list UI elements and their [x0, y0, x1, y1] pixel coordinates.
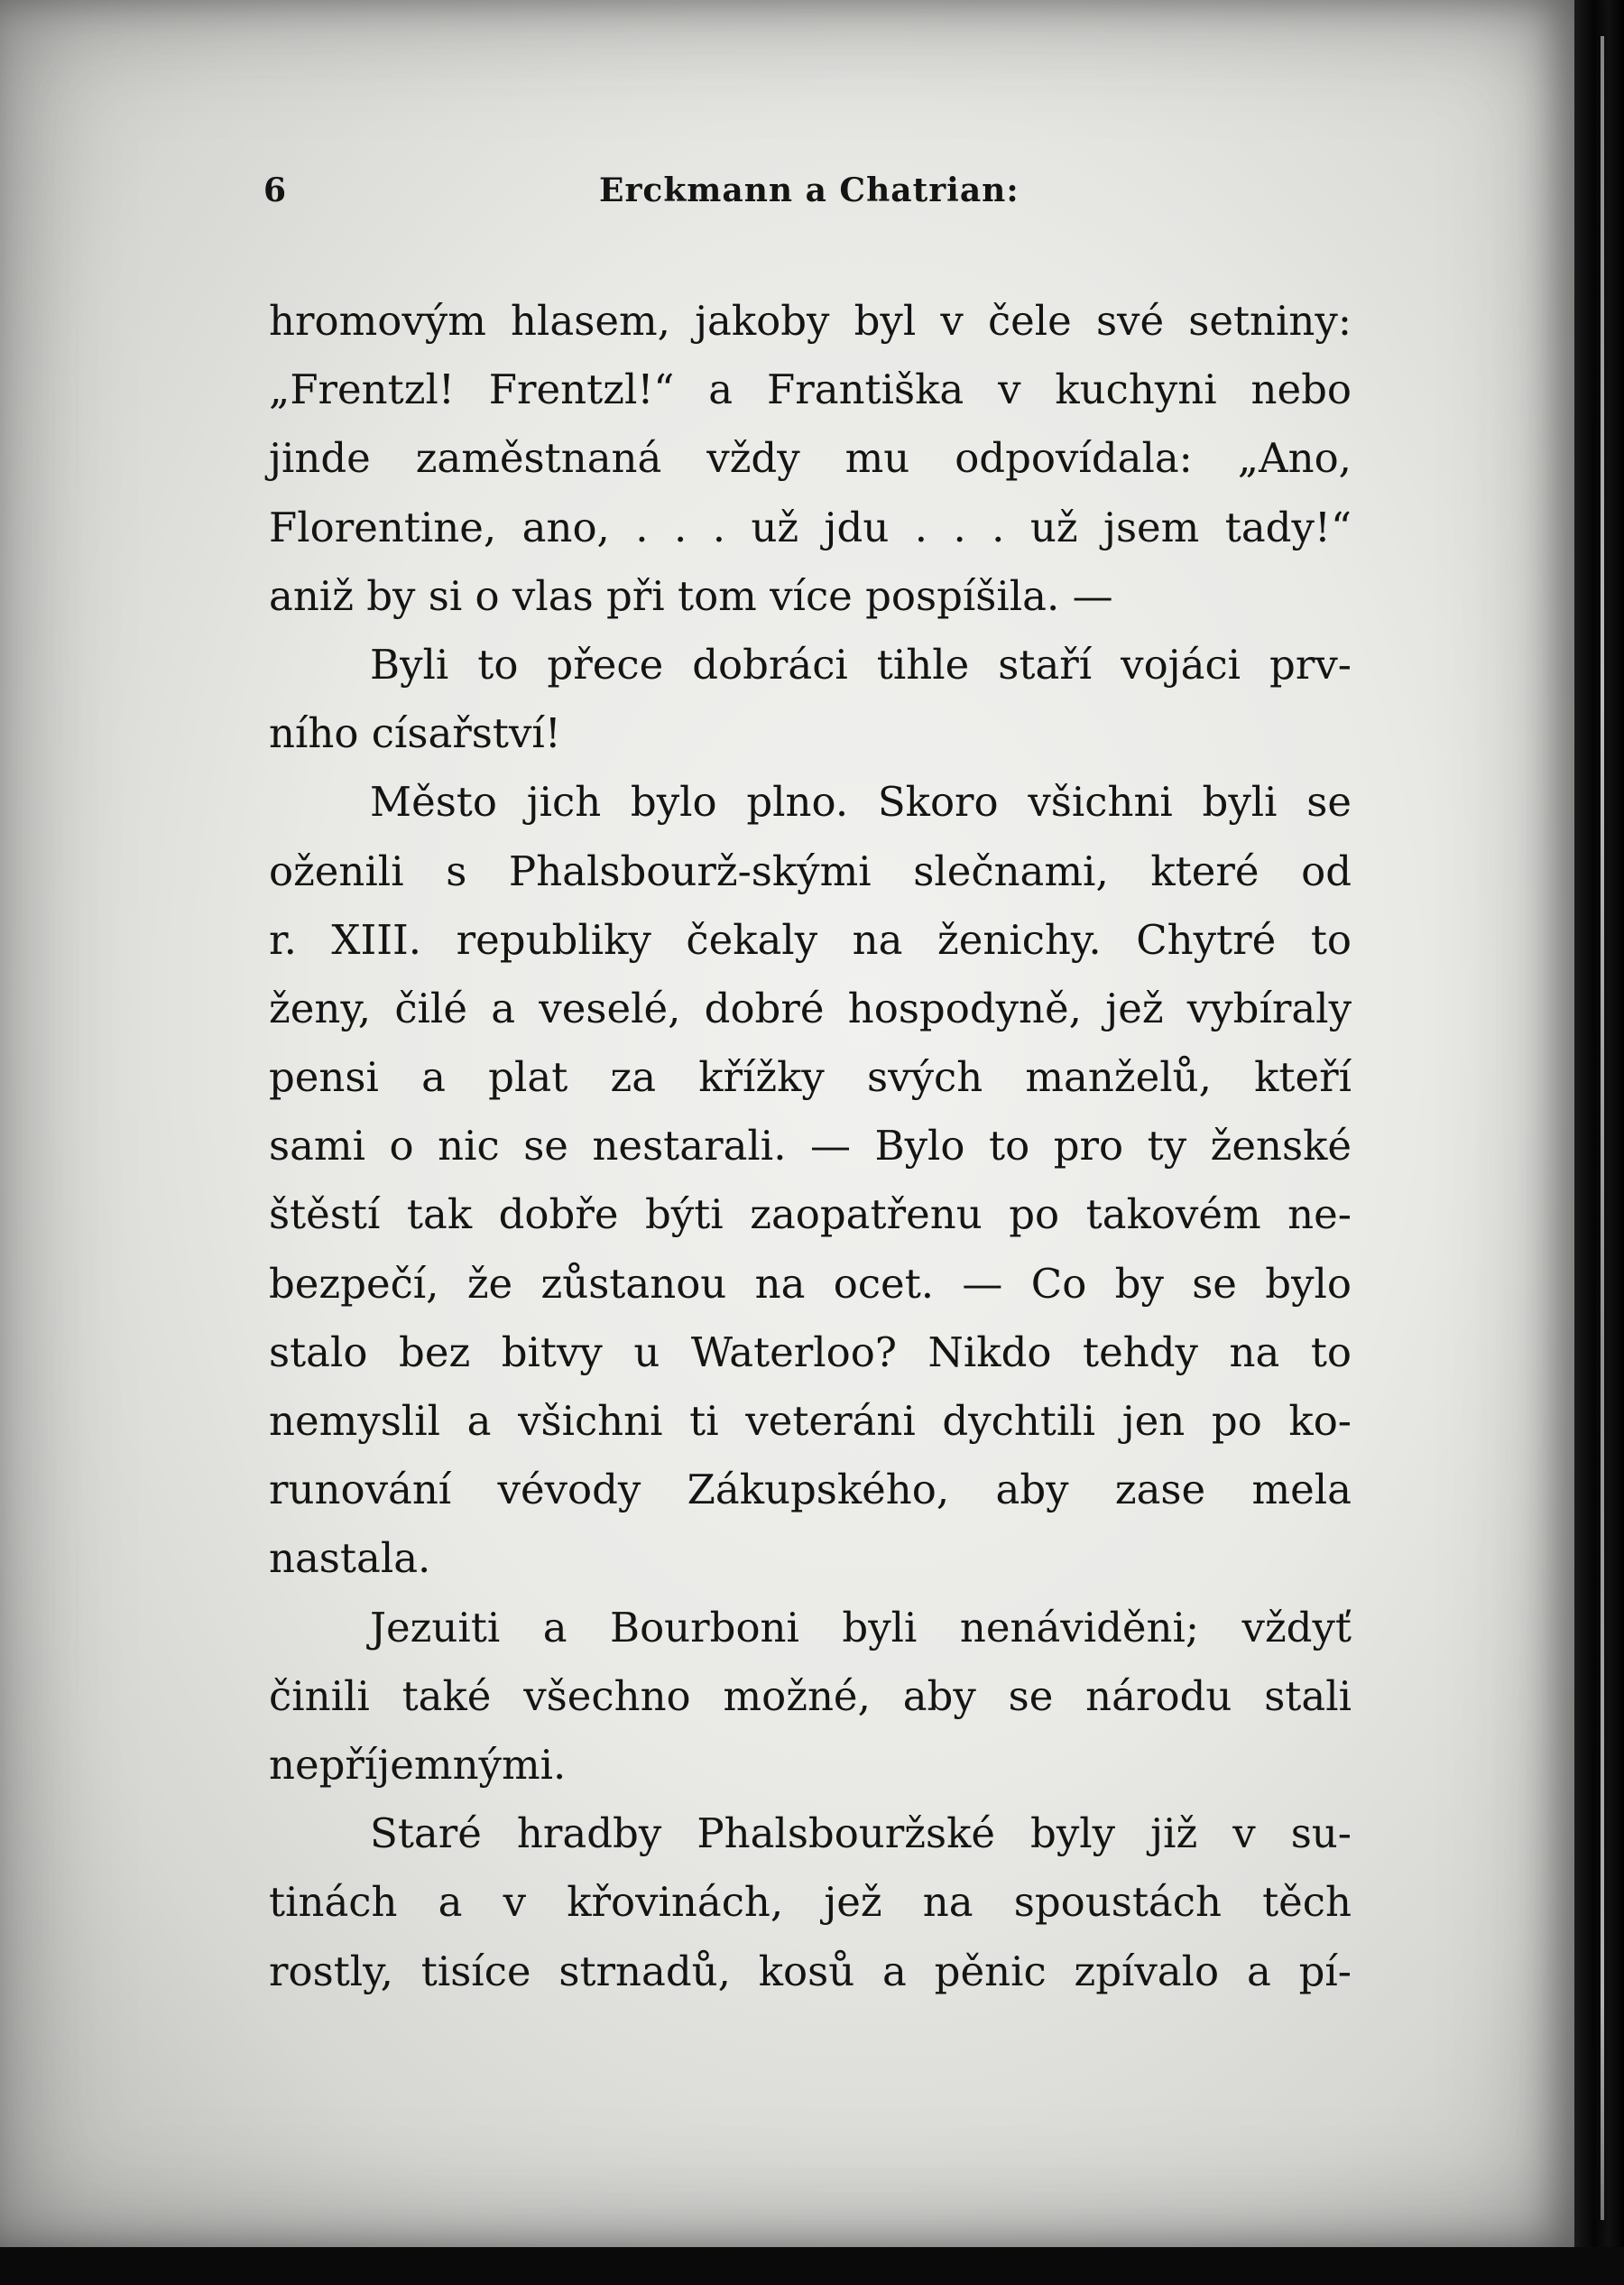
text-line: r. XIII. republiky čekaly na ženichy. Chytré to — [269, 915, 1352, 964]
running-title: Erckmann a Chatrian: — [599, 171, 1020, 209]
text-line: jinde zaměstnaná vždy mu odpovídala: „Ano, — [269, 434, 1352, 483]
text-line: Florentine, ano, . . . už jdu . . . už jsem tady!“ — [269, 503, 1352, 551]
text-line: „Frentzl! Frentzl!“ a Františka v kuchyni nebo — [269, 365, 1352, 414]
text-line: Jezuiti a Bourboni byli nenáviděni; vždyť — [370, 1603, 1352, 1651]
text-line: tinách a v křovinách, jež na spoustách těch — [269, 1878, 1352, 1927]
text-line: bezpečí, že zůstanou na ocet. — Co by se bylo — [269, 1259, 1352, 1308]
text-line: Město jich bylo plno. Skoro všichni byli se — [370, 778, 1352, 827]
text-line: pensi a plat za křížky svých manželů, kteří — [269, 1053, 1352, 1102]
text-line: nepříjemnými. — [269, 1740, 567, 1789]
book-spine-edge — [1574, 0, 1624, 2285]
scan-bottom-border — [0, 2247, 1624, 2285]
page-edge-highlight — [1601, 36, 1604, 2220]
text-line: činili také všechno možné, aby se národu stali — [269, 1671, 1352, 1720]
text-line: nemyslil a všichni ti veteráni dychtili jen po ko- — [269, 1397, 1352, 1445]
page-number: 6 — [263, 171, 287, 209]
text-line: rostly, tisíce strnadů, kosů a pěnic zpívalo a pí- — [269, 1947, 1352, 1995]
text-line: nastala. — [269, 1534, 431, 1583]
text-line: runování vévody Zákupského, aby zase mela — [269, 1466, 1352, 1514]
text-line: ženy, čilé a veselé, dobré hospodyně, jež vybíraly — [269, 984, 1352, 1032]
body-text — [269, 287, 1352, 2006]
text-line: oženili s Phalsbourž-skými slečnami, které od — [269, 846, 1352, 895]
text-line: Byli to přece dobráci tihle staří vojáci prv- — [370, 640, 1352, 689]
text-line: sami o nic se nestarali. — Bylo to pro ty ženské — [269, 1122, 1352, 1170]
text-line: hromovým hlasem, jakoby byl v čele své setniny: — [269, 297, 1352, 345]
text-line: Staré hradby Phalsbouržské byly již v su- — [370, 1809, 1352, 1858]
text-line: ního císařství! — [269, 709, 561, 758]
text-line: stalo bez bitvy u Waterloo? Nikdo tehdy na to — [269, 1328, 1352, 1376]
text-line: aniž by si o vlas při tom více pospíšila. — — [269, 571, 1113, 620]
page-header — [263, 171, 1351, 226]
text-line: štěstí tak dobře býti zaopatřenu po takovém ne- — [269, 1190, 1352, 1239]
